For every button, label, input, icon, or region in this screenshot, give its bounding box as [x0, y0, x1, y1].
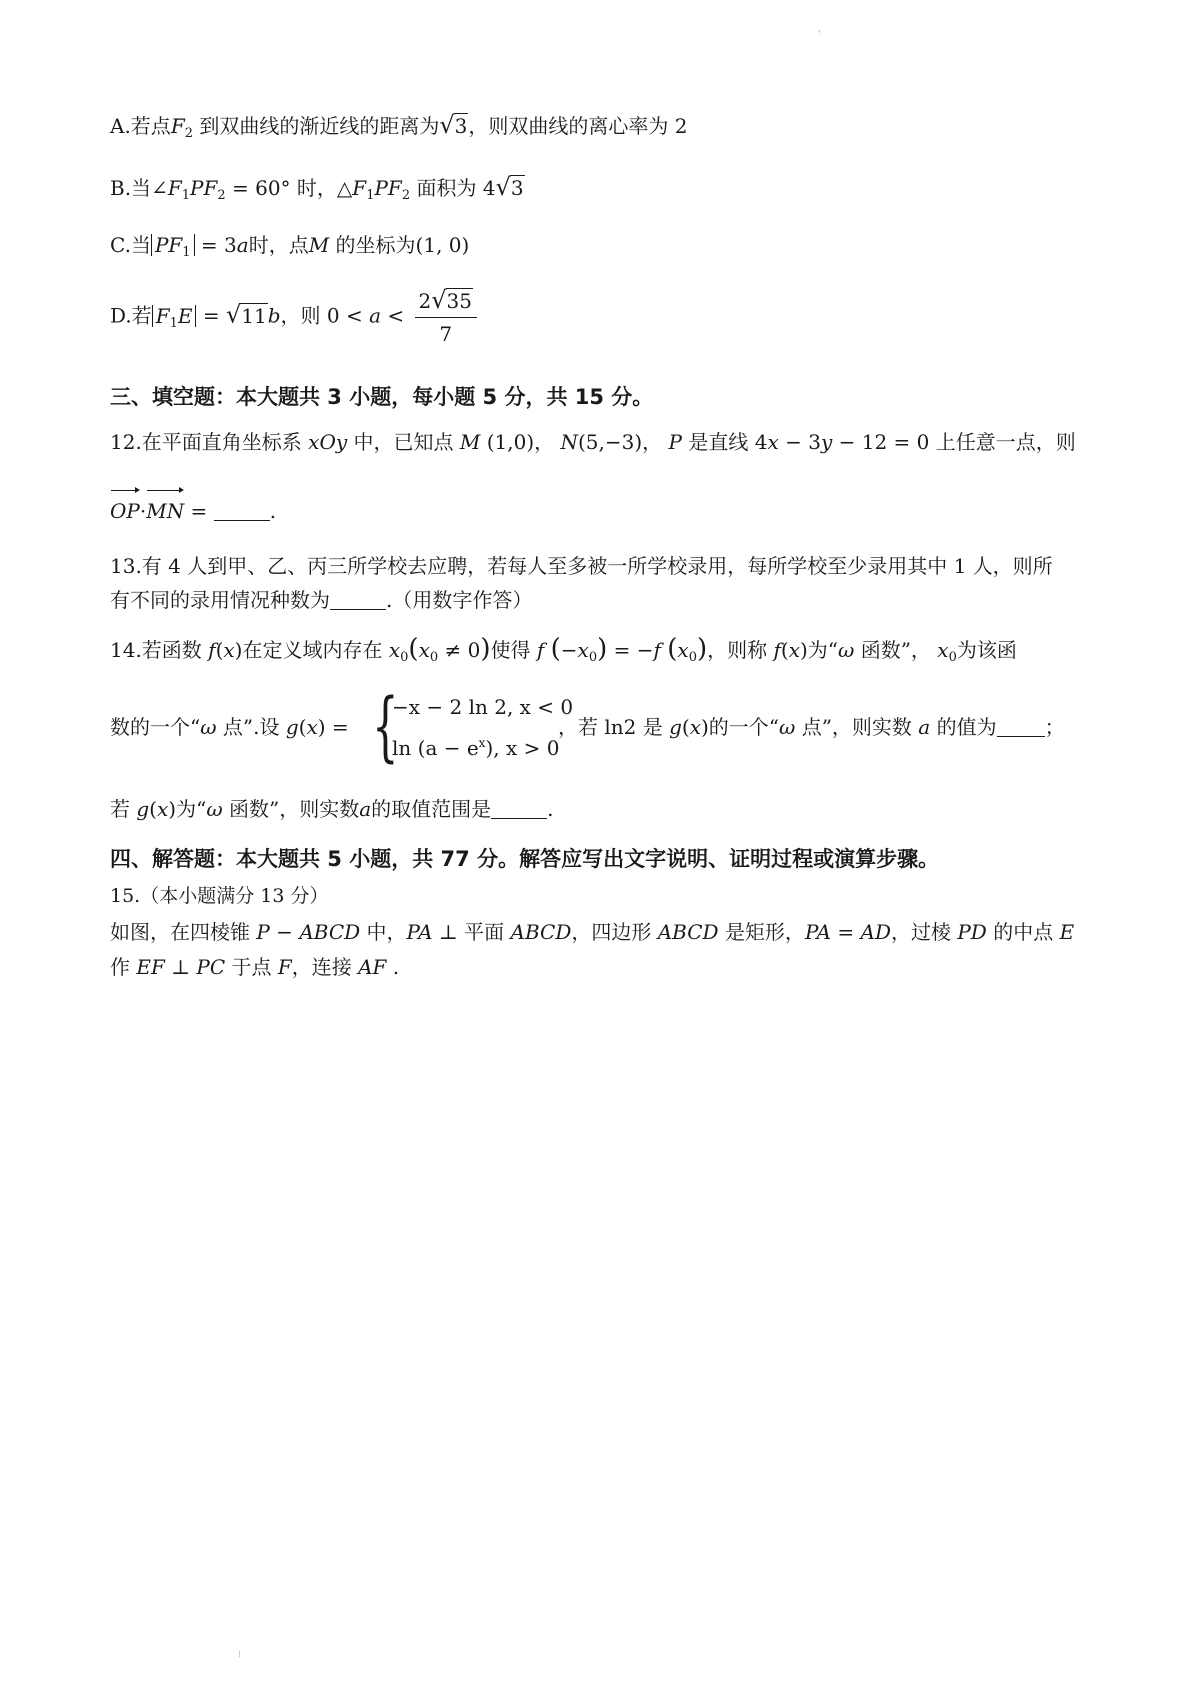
- q12-prefix: 12.在平面直角坐标系: [110, 430, 302, 454]
- q15-line2-end: .: [386, 955, 400, 979]
- answer-blank: [491, 798, 547, 819]
- option-a-prefix: A.若点: [110, 114, 171, 138]
- q14-line2-text-c: 的一个“: [708, 715, 780, 739]
- fraction-radicand: 35: [446, 289, 472, 313]
- q14-line3-text-a: 为“: [176, 797, 207, 821]
- q15-line2-text-a: ⊥: [164, 955, 197, 979]
- answer-blank: [214, 500, 270, 521]
- q15-text-a: 中，: [360, 920, 407, 944]
- q15-text-c: ，四边形: [571, 920, 652, 944]
- q14-line1: 14.若函数 f(x)在定义域内存在 $x_0(x_0 \ne 0)$使得 f $(-x_0) = -f$ $(x_0)$，则称 f(x)为“ω 函数”， $x_0$为该函: [110, 634, 1017, 665]
- q13-line2: [110, 585, 532, 615]
- q14-prefix: 14.若函数: [110, 638, 202, 662]
- fraction: $\frac{2√35}{7}$: [415, 286, 477, 348]
- option-d-text: ，则 0 <: [280, 303, 370, 328]
- q12-text-d: 是直线 4: [682, 430, 768, 454]
- q12-line2: [110, 496, 276, 526]
- q13-line1: 13.有 4 人到甲、乙、丙三所学校去应聘，若每人至多被一所学校录用，每所学校至少录用其中 1 人，则所: [110, 554, 1053, 578]
- q15-line2-text-b: 于点: [225, 955, 272, 979]
- option-d-lt: <: [381, 303, 411, 328]
- fraction-denominator: 7: [439, 322, 453, 346]
- option-a-text: 到双曲线的渐近线的距离为: [199, 114, 440, 138]
- option-d: D.若 $F_1E = √11b$，则 0 < a < $\frac{2√35}{7}$: [110, 286, 481, 348]
- section-3-title: 三、填空题：本大题共 3 小题，每小题 5 分，共 15 分。: [110, 385, 654, 409]
- q15-text-f: ，过棱: [890, 920, 951, 944]
- q15-line1: 如图，在四棱锥 P − ABCD 中，PA ⊥ 平面 ABCD，四边形 ABCD 是矩形，PA = AD，过棱 PD 的中点 E: [110, 920, 1075, 944]
- option-a: A.若点$F_2$ 到双曲线的渐近线的距离为√3，则双曲线的离心率为 2: [110, 111, 688, 141]
- q15-text-e: =: [831, 920, 861, 944]
- option-b: B.当$\angle F_1PF_2 = 60^\circ$ 时，$\triangle F_1PF_2$ 面积为 4√3: [110, 173, 524, 203]
- q12-period: .: [269, 499, 277, 523]
- q14-text-d: 为“: [807, 638, 839, 662]
- q15-line2: 作 EF ⊥ PC 于点 F，连接 AF .: [110, 955, 400, 979]
- q15-line2-text-c: ，连接: [291, 955, 352, 979]
- piecewise-case-2: $\ln (a - e^x)$, x > 0: [392, 736, 560, 760]
- q14-line2-end: ；: [1044, 715, 1065, 739]
- fraction-numerator: 2: [418, 289, 432, 313]
- q15-header: 15.（本小题满分 13 分）: [110, 885, 329, 907]
- q12-text-c: (5,−3)，: [578, 430, 669, 454]
- q15-prefix: 如图，在四棱锥: [110, 920, 250, 944]
- q14-line2-text-e: 的值为: [936, 715, 997, 739]
- q14-line3: 若 g(x)为“ω 函数”，则实数a的取值范围是 .: [110, 797, 554, 821]
- piecewise-case-1: −x − 2 ln 2, x < 0: [392, 695, 574, 719]
- answer-blank: [330, 589, 386, 610]
- q14-text-c: ，则称: [707, 638, 768, 662]
- option-c-eq: = 3: [194, 233, 237, 257]
- q14-line2: 数的一个“ω 点”.设 g(x) =: [110, 715, 349, 739]
- q13-text: 有不同的录用情况种数为: [110, 588, 330, 612]
- piecewise-case-2-end: ), x > 0: [485, 736, 560, 760]
- vector-op: OP: [110, 496, 140, 526]
- angle-symbol: ∠: [151, 176, 168, 200]
- q14-line3-text-c: 的取值范围是: [371, 797, 492, 821]
- q15-text-d: 是矩形，: [724, 920, 805, 944]
- piecewise-brace: {: [372, 681, 399, 770]
- option-b-area: 面积为 4: [410, 176, 496, 200]
- q14-text-b: 使得: [490, 638, 531, 662]
- option-a-suffix: ，则双曲线的离心率为 2: [468, 114, 688, 138]
- page-mark-top: ': [818, 30, 821, 40]
- q13-suffix: .（用数字作答）: [386, 588, 533, 612]
- option-b-prefix: B.当: [110, 176, 152, 200]
- dot-symbol: ·: [139, 499, 147, 523]
- option-d-prefix: D.若: [110, 303, 152, 328]
- q12-eq: =: [184, 499, 214, 523]
- option-b-eq: = 60° 时，: [225, 176, 337, 200]
- vector-mn: MN: [146, 496, 184, 526]
- q14-line2-text-b: ，若 ln2 是: [558, 715, 663, 739]
- q12-text-b: (1,0)，: [480, 430, 561, 454]
- q12-line1: 12.在平面直角坐标系 xOy 中，已知点 M (1,0)， N(5,−3)， P 是直线 4x − 3y − 12 = 0 上任意一点，则: [110, 430, 1076, 454]
- q14-line2-prefix: 数的一个“: [110, 715, 201, 739]
- triangle-symbol: △: [336, 176, 353, 200]
- option-d-eq: =: [196, 303, 226, 328]
- q15-text-b: ⊥ 平面: [432, 920, 505, 944]
- q14-line2-text-d: 点”，则实数: [795, 715, 912, 739]
- q15-text-g: 的中点: [986, 920, 1054, 944]
- option-c-prefix: C.当: [110, 233, 151, 257]
- option-c-suffix: 的坐标为(1, 0): [329, 233, 470, 257]
- page-mark-bottom: ⁝: [238, 1650, 241, 1660]
- answer-blank: [997, 716, 1045, 737]
- q14-line3-prefix: 若: [110, 797, 130, 821]
- q14-text-a: 在定义域内存在: [242, 638, 383, 662]
- piecewise-case-2-text: ln (a − e: [392, 736, 479, 760]
- q14-line2-text-a: 点”.设: [216, 715, 280, 739]
- section-4-title: 四、解答题：本大题共 5 小题，共 77 分。解答应写出文字说明、证明过程或演算步骤。: [110, 847, 940, 871]
- q12-text-f: − 12 = 0 上任意一点，则: [832, 430, 1076, 454]
- q14-line3-text-b: 函数”，则实数: [222, 797, 360, 821]
- q12-text-e: − 3: [778, 430, 821, 454]
- option-c-text: 时，点: [248, 233, 309, 257]
- q14-line2-tail: ，若 ln2 是 g(x)的一个“ω 点”，则实数 a 的值为 ；: [558, 715, 1065, 739]
- q14-text-e: 函数”，: [854, 638, 931, 662]
- q15-line2-prefix: 作: [110, 955, 130, 979]
- q14-text-f: 为该函: [956, 638, 1017, 662]
- q12-text-a: 中，已知点: [347, 430, 454, 454]
- q14-line3-end: .: [547, 797, 554, 821]
- option-c: C.当 $PF_1 = 3a$时，点M 的坐标为(1, 0): [110, 233, 470, 260]
